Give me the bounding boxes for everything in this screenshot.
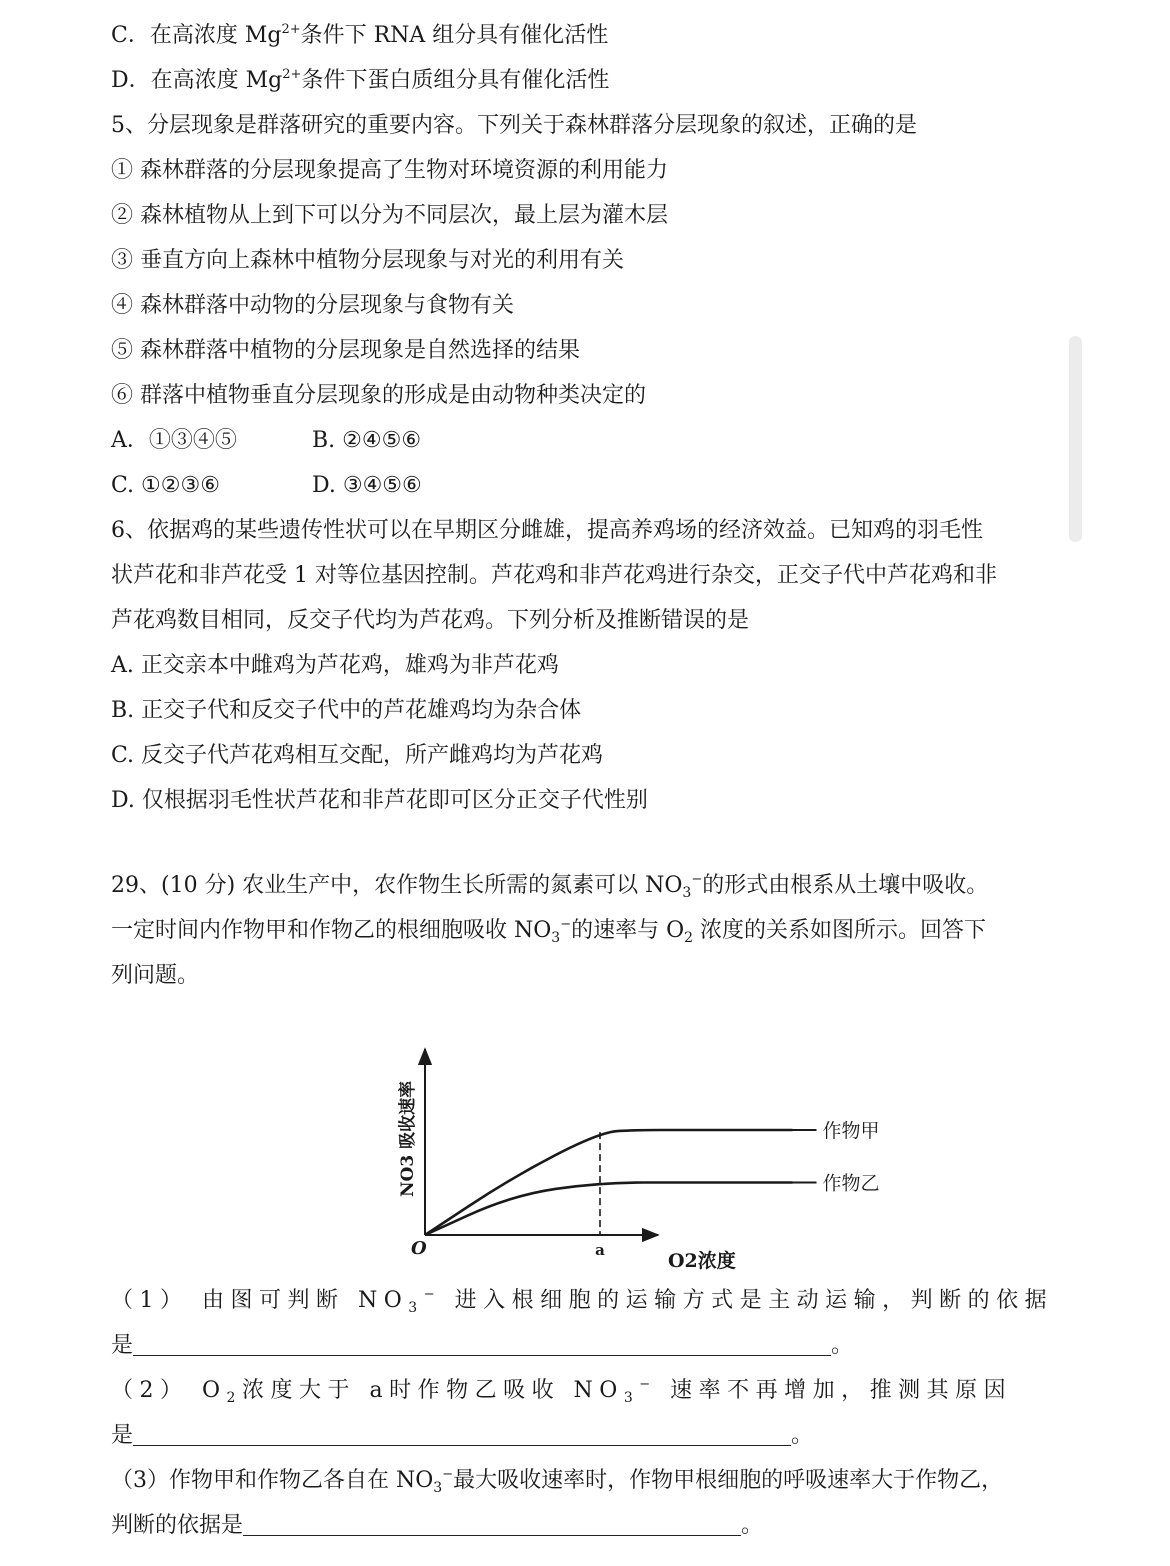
q4-option-d: D．在高浓度 $Mg^{2+}$条件下蛋白质组分具有催化活性 <box>111 67 610 93</box>
q29-sub2: （2） $O_2$浓度大于 a时作物乙吸收 $NO_3^-$ 速率不再增加，推测其原因 <box>111 1377 1013 1406</box>
x-tick-label-a: a <box>595 1241 605 1259</box>
q29-sub1-answer-line: 是 。 <box>111 1333 854 1358</box>
q6-option-d: D. 仅根据羽毛性状芦花和非芦花即可区分正交子代性别 <box>111 788 648 813</box>
q5-option-b: B. ②④⑤⑥ <box>312 428 422 453</box>
q5-option-d: D. ③④⑤⑥ <box>312 473 422 498</box>
answer-blank-2[interactable] <box>133 1425 791 1446</box>
series-label-crop-jia: 作物甲 <box>822 1120 880 1142</box>
series-label-crop-yi: 作物乙 <box>822 1172 880 1195</box>
q5-item-3: ③ 垂直方向上森林中植物分层现象与对光的利用有关 <box>111 248 624 273</box>
q5-item-6: ⑥ 群落中植物垂直分层现象的形成是由动物种类决定的 <box>111 383 646 408</box>
x-axis-label: O2浓度 <box>668 1250 736 1272</box>
q29-sub2-answer-line: 是 。 <box>111 1423 814 1448</box>
q6-stem-line-3: 芦花鸡数目相同，反交子代均为芦花鸡。下列分析及推断错误的是 <box>111 608 750 633</box>
q6-option-c: C. 反交子代芦花鸡相互交配，所产雌鸡均为芦花鸡 <box>111 743 604 768</box>
series-line-crop-yi <box>425 1183 793 1236</box>
q6-option-b: B. 正交子代和反交子代中的芦花雄鸡均为杂合体 <box>111 698 582 723</box>
q29-sub3-answer-line: 判断的依据是 。 <box>111 1513 764 1538</box>
q5-item-5: ⑤ 森林群落中植物的分层现象是自然选择的结果 <box>111 338 580 363</box>
q5-option-c: C. ①②③⑥ <box>111 473 220 498</box>
origin-label: O <box>411 1238 427 1259</box>
q29-stem-line-3: 列问题。 <box>111 963 200 988</box>
q5-item-4: ④ 森林群落中动物的分层现象与食物有关 <box>111 293 514 318</box>
q5-item-2: ② 森林植物从上到下可以分为不同层次，最上层为灌木层 <box>111 203 668 228</box>
q5-option-a: A．①③④⑤ <box>111 428 237 453</box>
answer-blank-3[interactable] <box>243 1515 741 1536</box>
answer-blank-1[interactable] <box>133 1335 831 1356</box>
o2-absorption-graph <box>380 1035 880 1275</box>
scrollbar-thumb[interactable] <box>1069 336 1082 542</box>
q6-stem-line-2: 状芦花和非芦花受 1 对等位基因控制。芦花鸡和非芦花鸡进行杂交，正交子代中芦花鸡和非 <box>111 563 997 588</box>
y-axis-label: NO3 吸收速率 <box>398 1080 418 1197</box>
q6-stem-line-1: 6、依据鸡的某些遗传性状可以在早期区分雌雄，提高养鸡场的经济效益。已知鸡的羽毛性 <box>111 518 984 543</box>
q29-stem-line-2: 一定时间内作物甲和作物乙的根细胞吸收 $NO_3^-$的速率与 $O_2$ 浓度的关系如图所示。回答下 <box>111 917 987 946</box>
q4-option-c: C．在高浓度 $Mg^{2+}$条件下 RNA 组分具有催化活性 <box>111 22 609 48</box>
q29-sub1: （1） 由图可判断 $NO_3^-$ 进入根细胞的运输方式是主动运输，判断的依据 <box>111 1287 1054 1316</box>
q6-option-a: A. 正交亲本中雌鸡为芦花鸡，雄鸡为非芦花鸡 <box>111 653 559 678</box>
q5-stem: 5、分层现象是群落研究的重要内容。下列关于森林群落分层现象的叙述，正确的是 <box>111 113 917 138</box>
q5-item-1: ① 森林群落的分层现象提高了生物对环境资源的利用能力 <box>111 158 668 183</box>
q29-stem-line-1: 29、(10 分) 农业生产中，农作物生长所需的氮素可以 $NO_3^-$的形式由根系从土壤中吸收。 <box>111 872 989 901</box>
q29-sub3: （3）作物甲和作物乙各自在 $NO_3^-$最大吸收速率时，作物甲根细胞的呼吸速率大于作物乙， <box>111 1467 1004 1496</box>
